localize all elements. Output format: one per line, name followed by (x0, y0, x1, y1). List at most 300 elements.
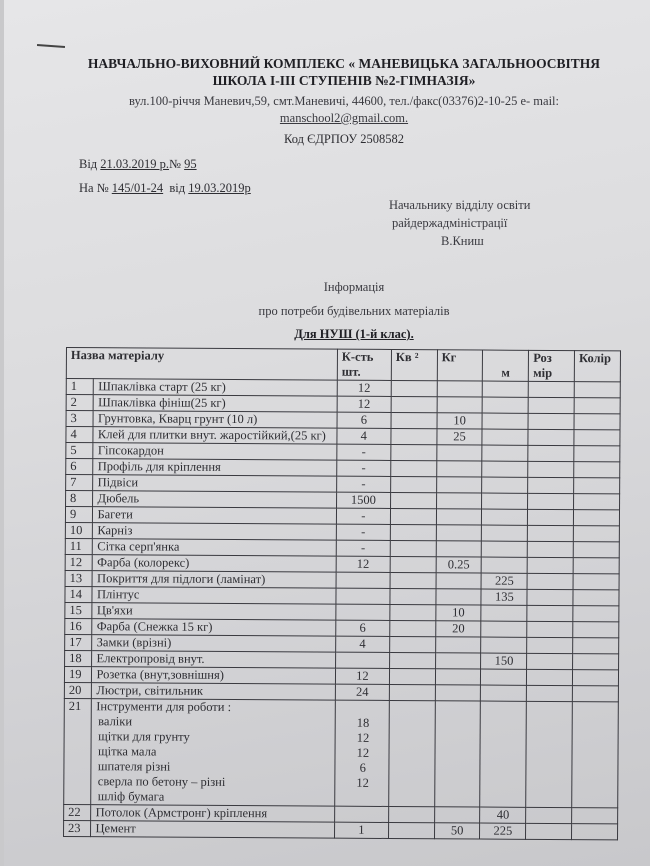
address-block (64, 93, 624, 127)
row-number (66, 475, 94, 491)
square-meters (390, 572, 436, 588)
quantity (336, 588, 390, 604)
square-meters (388, 822, 434, 838)
col-name: Назва матеріалу (66, 348, 337, 381)
reply-label: На № (79, 181, 109, 195)
row-number-text: 4 (70, 427, 77, 442)
kilograms (436, 541, 482, 557)
meters (480, 701, 526, 807)
quantity (336, 556, 390, 572)
color (574, 510, 620, 526)
material-name-text: Грунтовка, Кварц грунт (10 л) (98, 411, 258, 427)
material-name-text: Сітка серп'янка (97, 539, 180, 554)
organization-name (64, 55, 624, 89)
color (574, 446, 620, 462)
size (527, 621, 573, 637)
meters (481, 669, 527, 685)
row-number (64, 698, 92, 804)
square-meters (390, 620, 436, 636)
kilograms (437, 397, 483, 413)
size (527, 573, 573, 589)
size (527, 637, 573, 653)
row-number-text: 7 (70, 475, 77, 490)
col-m: м (483, 350, 529, 381)
meters (481, 621, 527, 637)
square-meters (390, 508, 436, 524)
row-number (66, 491, 94, 507)
col-color: Колір (574, 351, 620, 382)
quantity (336, 604, 390, 620)
color (574, 414, 620, 430)
reply-date: 19.03.2019р (188, 181, 251, 195)
row-number-text: 5 (70, 443, 77, 458)
row-number-text: 18 (69, 651, 82, 666)
row-number (65, 570, 93, 586)
square-meters (391, 444, 437, 460)
tool-qty: 12 (356, 730, 370, 745)
tool-name: шліф бумага (97, 789, 165, 804)
row-number-text: 20 (68, 683, 82, 698)
quantity-text: - (361, 540, 366, 555)
quantity (336, 476, 390, 492)
size (528, 381, 574, 397)
kilograms (437, 429, 483, 445)
material-name (93, 491, 336, 508)
table-row (64, 698, 619, 807)
material-name (91, 821, 334, 838)
reply-number: 145/01-24 (111, 181, 164, 195)
color (573, 558, 619, 574)
quantity-text: 12 (356, 556, 370, 571)
quantity (336, 492, 390, 508)
meters (480, 807, 526, 823)
square-meters (391, 428, 437, 444)
square-meters (389, 700, 435, 806)
row-number (65, 618, 93, 634)
row-number-text: 2 (70, 395, 77, 410)
row-number (66, 379, 94, 395)
quantity-text: 12 (357, 396, 371, 411)
quantity (336, 572, 390, 588)
color (573, 542, 619, 558)
meters (481, 637, 527, 653)
quantity (336, 636, 390, 652)
quantity (337, 412, 391, 428)
material-name-text: Замки (врізні) (96, 635, 172, 650)
material-name (91, 805, 334, 822)
row-number-text: 12 (69, 555, 83, 570)
row-number-text: 21 (68, 699, 82, 714)
meters-text: 225 (495, 573, 514, 588)
material-name (93, 475, 336, 492)
size (528, 445, 574, 461)
row-number-text: 10 (69, 523, 83, 538)
meters (482, 429, 528, 445)
kilograms-text: 20 (452, 621, 465, 636)
meters (482, 493, 528, 509)
row-number (64, 804, 92, 820)
material-name-text: Шпаклівка старт (25 кг) (98, 379, 226, 394)
kilograms (436, 525, 482, 541)
reply-date-label: від (169, 181, 186, 195)
quantity-text: 4 (360, 428, 367, 443)
incoming-reference (79, 181, 251, 196)
row-number-text: 6 (70, 459, 77, 474)
material-name (93, 427, 336, 444)
quantity-text: 6 (360, 412, 368, 427)
kilograms-text: 50 (450, 823, 464, 838)
quantity-text: 1 (358, 822, 365, 837)
row-number-text: 15 (69, 603, 82, 618)
quantity-text: - (361, 444, 366, 459)
color (572, 686, 618, 702)
material-name (91, 699, 335, 806)
kilograms (435, 637, 481, 653)
from-label: Від (79, 157, 98, 171)
color (573, 526, 619, 542)
from-date: 21.03.2019 р. (100, 157, 170, 171)
row-number-text: 13 (69, 571, 83, 586)
kilograms (436, 557, 482, 573)
tool-qty: 18 (356, 715, 370, 730)
kilograms (436, 493, 482, 509)
kilograms-text: 0.25 (447, 557, 470, 572)
quantity (337, 428, 391, 444)
material-name (92, 635, 335, 652)
size (527, 605, 573, 621)
color (573, 622, 619, 638)
row-number-text: 22 (68, 805, 81, 820)
meters (482, 461, 528, 477)
size (526, 823, 572, 839)
material-name-text: Фарба (колорекс) (97, 555, 190, 570)
material-name-text: Інструменти для роботи : (96, 699, 232, 715)
row-number (65, 602, 93, 618)
meters (481, 685, 527, 701)
meters (483, 397, 529, 413)
size (526, 701, 572, 807)
color (573, 670, 619, 686)
row-number (65, 538, 93, 554)
kilograms-text: 10 (453, 413, 466, 428)
material-name (94, 395, 337, 412)
row-number-text: 14 (69, 587, 83, 602)
col-sqm: Кв ² (391, 349, 437, 380)
row-number-text: 8 (70, 491, 77, 506)
square-meters (390, 588, 436, 604)
meters (482, 509, 528, 525)
material-name-text: Цв'яхи (96, 603, 133, 618)
quantity-text: 1500 (350, 492, 376, 507)
color (574, 430, 620, 446)
square-meters (389, 652, 435, 668)
quantity-text: 4 (359, 636, 366, 651)
address: вул.100-річчя Маневич,59, смт.Маневичі, 44600, тел./факс(03376)2-10-25 е- mail: (129, 94, 559, 108)
color (572, 808, 618, 824)
color (574, 478, 620, 494)
square-meters (389, 684, 435, 700)
meters-text: 150 (494, 653, 514, 668)
kilograms (434, 701, 480, 807)
row-number (66, 427, 94, 443)
material-name-text: Цемент (95, 821, 136, 836)
meters (482, 541, 528, 557)
tool-name: щітки для грунту (98, 729, 190, 744)
material-name (92, 683, 335, 700)
quantity (335, 652, 389, 668)
material-name (93, 571, 336, 588)
quantity (336, 540, 390, 556)
material-name-text: Гіпсокардон (97, 443, 164, 458)
tool-qty: 12 (356, 775, 369, 790)
material-name (92, 587, 335, 604)
row-number-text: 23 (68, 821, 81, 836)
recipient-line-1: Начальнику відділу освіти (389, 198, 531, 212)
quantity-text: 12 (356, 668, 369, 683)
color (574, 462, 620, 478)
meters (481, 653, 527, 669)
color (572, 702, 619, 808)
kilograms (435, 685, 481, 701)
meters (482, 445, 528, 461)
tool-name: сверла по бетону – різні (97, 774, 226, 789)
kilograms (436, 589, 482, 605)
tool-qty (339, 791, 384, 806)
recipient-name: В.Книш (441, 234, 484, 248)
row-number-text: 9 (69, 507, 77, 522)
size (527, 557, 573, 573)
kilograms (435, 605, 481, 621)
meters-text: 40 (496, 807, 510, 822)
tool-name: щітка мала (97, 744, 157, 759)
material-name-text: Фарба (Снежка 15 кг) (96, 619, 213, 634)
row-number (64, 820, 92, 836)
tool-qty: 6 (359, 760, 366, 775)
kilograms (434, 823, 480, 839)
material-name (93, 459, 336, 476)
recipient-block (389, 196, 530, 250)
size (528, 525, 574, 541)
row-number (64, 682, 92, 698)
row-number (66, 443, 94, 459)
square-meters (391, 460, 437, 476)
size (528, 413, 574, 429)
number-label: № (169, 157, 181, 171)
email: manschool2@gmail.com. (279, 111, 409, 125)
material-name (92, 651, 335, 668)
kilograms (436, 573, 482, 589)
square-meters (391, 412, 437, 428)
material-name (93, 443, 336, 460)
tool-qty: 12 (356, 745, 370, 760)
material-name-text: Розетка (внут,зовнішня) (96, 667, 224, 682)
square-meters (391, 380, 437, 396)
quantity-text: 6 (359, 620, 366, 635)
size (527, 669, 573, 685)
size (527, 589, 573, 605)
outgoing-reference (79, 157, 197, 172)
org-line-2: ШКОЛА І-ІІІ СТУПЕНІВ №2-ГІМНАЗІЯ» (212, 73, 476, 88)
kilograms (436, 477, 482, 493)
quantity (334, 806, 388, 822)
square-meters (389, 668, 435, 684)
material-name-text: Підвіси (97, 475, 139, 490)
quantity (335, 668, 389, 684)
material-name-text: Електропровід внут. (96, 651, 205, 666)
materials-table (63, 347, 621, 840)
quantity-text: - (361, 476, 366, 491)
table-header (66, 348, 620, 382)
kilograms-text: 10 (452, 605, 465, 620)
doc-title: Інформація (323, 280, 385, 294)
material-name (93, 523, 336, 540)
color (574, 494, 620, 510)
meters (480, 823, 526, 839)
row-number (65, 522, 93, 538)
kilograms (437, 381, 483, 397)
material-name-text: Потолок (Армстронг) кріплення (95, 805, 268, 821)
color (573, 638, 619, 654)
meters (482, 413, 528, 429)
size (526, 807, 572, 823)
quantity-text: 24 (355, 684, 369, 699)
size (528, 429, 574, 445)
meters (481, 589, 527, 605)
row-number (65, 650, 93, 666)
quantity (336, 508, 390, 524)
color (573, 606, 619, 622)
kilograms (437, 413, 483, 429)
row-number (65, 507, 93, 523)
size (528, 397, 574, 413)
material-name (93, 411, 336, 428)
kilograms (435, 621, 481, 637)
doc-number: 95 (184, 157, 197, 171)
material-name (93, 507, 336, 524)
material-name (92, 619, 335, 636)
material-name-text: Люстри, світильник (96, 683, 204, 698)
size (527, 653, 573, 669)
square-meters (391, 396, 437, 412)
material-name (93, 539, 336, 556)
quantity (334, 822, 388, 838)
meters (483, 381, 529, 397)
quantity (337, 396, 391, 412)
meters (481, 573, 527, 589)
kilograms-text: 25 (453, 429, 466, 444)
color (572, 824, 618, 840)
meters (481, 605, 527, 621)
doc-subtitle: про потреби будівельних матеріалів (258, 304, 450, 318)
size (528, 541, 574, 557)
material-name (92, 667, 335, 684)
row-number-text: 17 (69, 635, 82, 650)
edrpou-code: Код ЄДРПОУ 2508582 (284, 132, 404, 146)
material-name-text: Дюбель (97, 491, 140, 506)
kilograms (436, 461, 482, 477)
row-number-text: 16 (69, 619, 82, 634)
square-meters (390, 556, 436, 572)
quantity (336, 620, 390, 636)
meters-text: 225 (493, 823, 513, 838)
color (574, 382, 620, 398)
material-name-text: Клей для плитки внут. жаростійкий,(25 кг) (97, 427, 326, 443)
kilograms (435, 669, 481, 685)
material-name-text: Покриття для підлоги (ламінат) (97, 571, 266, 587)
kilograms (434, 807, 480, 823)
meters (482, 477, 528, 493)
color (573, 590, 619, 606)
tool-name: валіки (98, 714, 133, 729)
material-name-text: Плінтус (96, 587, 140, 602)
section-title: Для НУШ (1-й клас). (294, 327, 414, 341)
row-number-text: 11 (69, 539, 82, 554)
size (528, 493, 574, 509)
quantity (335, 684, 389, 700)
square-meters (390, 476, 436, 492)
quantity (336, 524, 390, 540)
square-meters (388, 806, 434, 822)
col-qty: К-сть шт. (337, 349, 391, 380)
color (573, 654, 619, 670)
pen-mark (37, 44, 65, 48)
size (528, 509, 574, 525)
kilograms (436, 445, 482, 461)
row-number (65, 554, 93, 570)
material-name (93, 555, 336, 572)
size (528, 477, 574, 493)
square-meters (390, 604, 436, 620)
table-row (64, 820, 618, 839)
row-number-text: 1 (70, 379, 78, 394)
tool-name: шпателя різні (97, 759, 171, 774)
size (527, 685, 573, 701)
quantity (337, 444, 391, 460)
quantity (335, 700, 390, 806)
color (574, 398, 620, 414)
row-number (66, 459, 94, 475)
row-number-text: 19 (68, 667, 82, 682)
row-number (66, 395, 94, 411)
quantity (337, 380, 391, 396)
material-name-text: Профіль для кріплення (97, 459, 221, 474)
meters-text: 135 (494, 589, 514, 604)
square-meters (390, 540, 436, 556)
material-name-text: Карніз (97, 523, 133, 538)
row-number (66, 411, 94, 427)
material-name-text: Шпаклівка фініш(25 кг) (98, 395, 226, 410)
row-number (64, 666, 92, 682)
material-name-text: Багети (97, 507, 133, 522)
quantity-text: 12 (357, 380, 371, 395)
document-page (4, 0, 650, 866)
kilograms (435, 653, 481, 669)
quantity-text: - (361, 460, 366, 475)
meters (482, 525, 528, 541)
square-meters (390, 492, 436, 508)
material-name (94, 379, 337, 396)
quantity-text: - (361, 508, 366, 523)
meters (482, 557, 528, 573)
row-number (65, 634, 93, 650)
row-number (65, 586, 93, 602)
quantity-text: - (361, 524, 366, 539)
color (573, 574, 619, 590)
recipient-line-2: райдержадміністрації (392, 216, 508, 230)
kilograms (436, 509, 482, 525)
org-line-1: НАВЧАЛЬНО-ВИХОВНИЙ КОМПЛЕКС « МАНЕВИЦЬКА ЗАГАЛЬНООСВІТНЯ (87, 56, 601, 71)
square-meters (390, 524, 436, 540)
